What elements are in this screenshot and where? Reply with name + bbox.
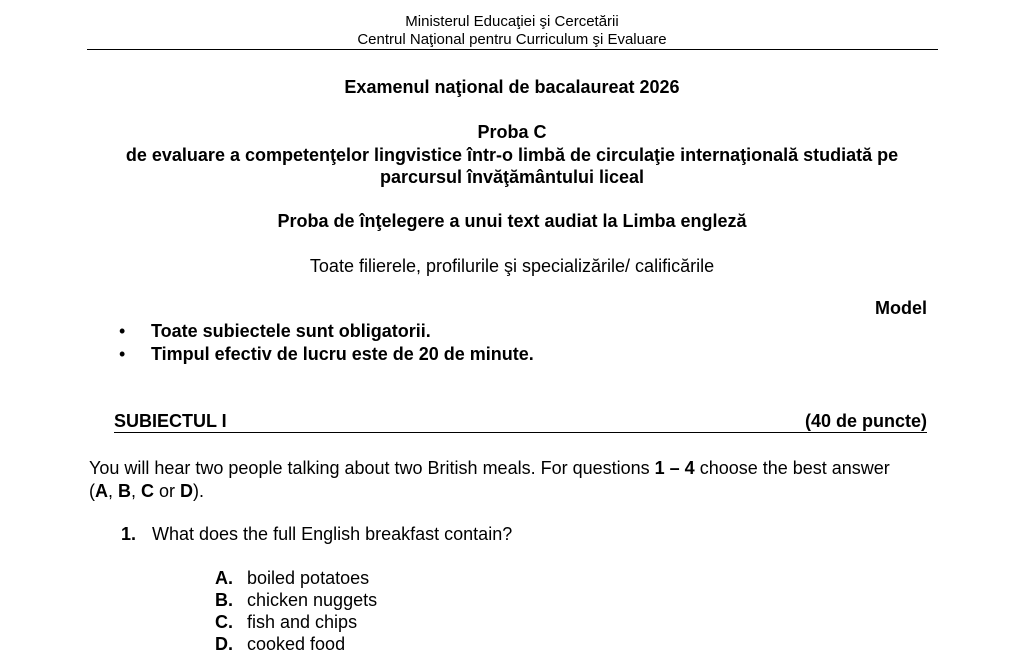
- instructions-line1: [89, 457, 890, 480]
- choice-d-mark: D: [180, 481, 194, 501]
- option-letter: C.: [215, 612, 233, 632]
- question-1: [121, 523, 512, 546]
- rule-item: [116, 320, 534, 343]
- option-letter: D.: [215, 634, 233, 654]
- exam-title: Examenul naţional de bacalaureat 2026: [344, 77, 680, 97]
- proba-description-line2: parcursul învăţământului liceal: [379, 167, 645, 187]
- instructions-line2: [89, 480, 204, 503]
- rule-text: Toate subiectele sunt obligatorii.: [151, 321, 431, 341]
- paren-open: (: [89, 481, 95, 501]
- option-text: fish and chips: [247, 612, 358, 632]
- separator: ,: [131, 481, 142, 501]
- question-range: 1 – 4: [654, 458, 695, 478]
- rule-item: [116, 343, 534, 366]
- bullet-icon: •: [119, 321, 126, 341]
- proba-name: Proba C: [477, 122, 547, 142]
- option-text: boiled potatoes: [247, 568, 370, 588]
- or-word: or: [154, 481, 181, 501]
- option-letter: A.: [215, 568, 233, 588]
- filiere-text: Toate filierele, profilurile şi specializările/ calificările: [309, 256, 715, 276]
- section-name: SUBIECTUL I: [114, 411, 227, 431]
- paren-close: ).: [193, 481, 205, 501]
- header-divider: [87, 49, 938, 50]
- rule-text: Timpul efectiv de lucru este de 20 de minute.: [151, 344, 534, 364]
- instructions-text: You will hear two people talking about two British meals. For questions: [89, 458, 655, 478]
- proba-description-line1: de evaluare a competenţelor lingvistice într-o limbă de circulaţie internaţională studiată pe: [125, 145, 899, 165]
- section-heading: [114, 410, 927, 433]
- option-d[interactable]: [215, 633, 345, 655]
- separator: ,: [108, 481, 119, 501]
- question-text: What does the full English breakfast contain?: [152, 524, 513, 544]
- rules-list: [116, 320, 534, 366]
- choice-b-mark: B: [118, 481, 132, 501]
- option-c[interactable]: [215, 611, 357, 633]
- choice-a-mark: A: [95, 481, 108, 501]
- center-name: Centrul Naţional pentru Curriculum şi Evaluare: [357, 31, 667, 48]
- instructions-text-end: choose the best answer: [694, 458, 890, 478]
- option-b[interactable]: [215, 589, 377, 611]
- model-label: Model: [875, 298, 927, 318]
- option-text: cooked food: [247, 634, 346, 654]
- bullet-icon: •: [119, 344, 126, 364]
- option-a[interactable]: [215, 567, 369, 589]
- option-letter: B.: [215, 590, 233, 610]
- question-number: 1.: [121, 524, 137, 544]
- choice-c-mark: C: [141, 481, 155, 501]
- ministry-name: Ministerul Educaţiei şi Cercetării: [405, 13, 619, 30]
- option-text: chicken nuggets: [247, 590, 378, 610]
- section-points: (40 de puncte): [804, 411, 927, 431]
- proba-type: Proba de înţelegere a unui text audiat la Limba engleză: [277, 211, 747, 231]
